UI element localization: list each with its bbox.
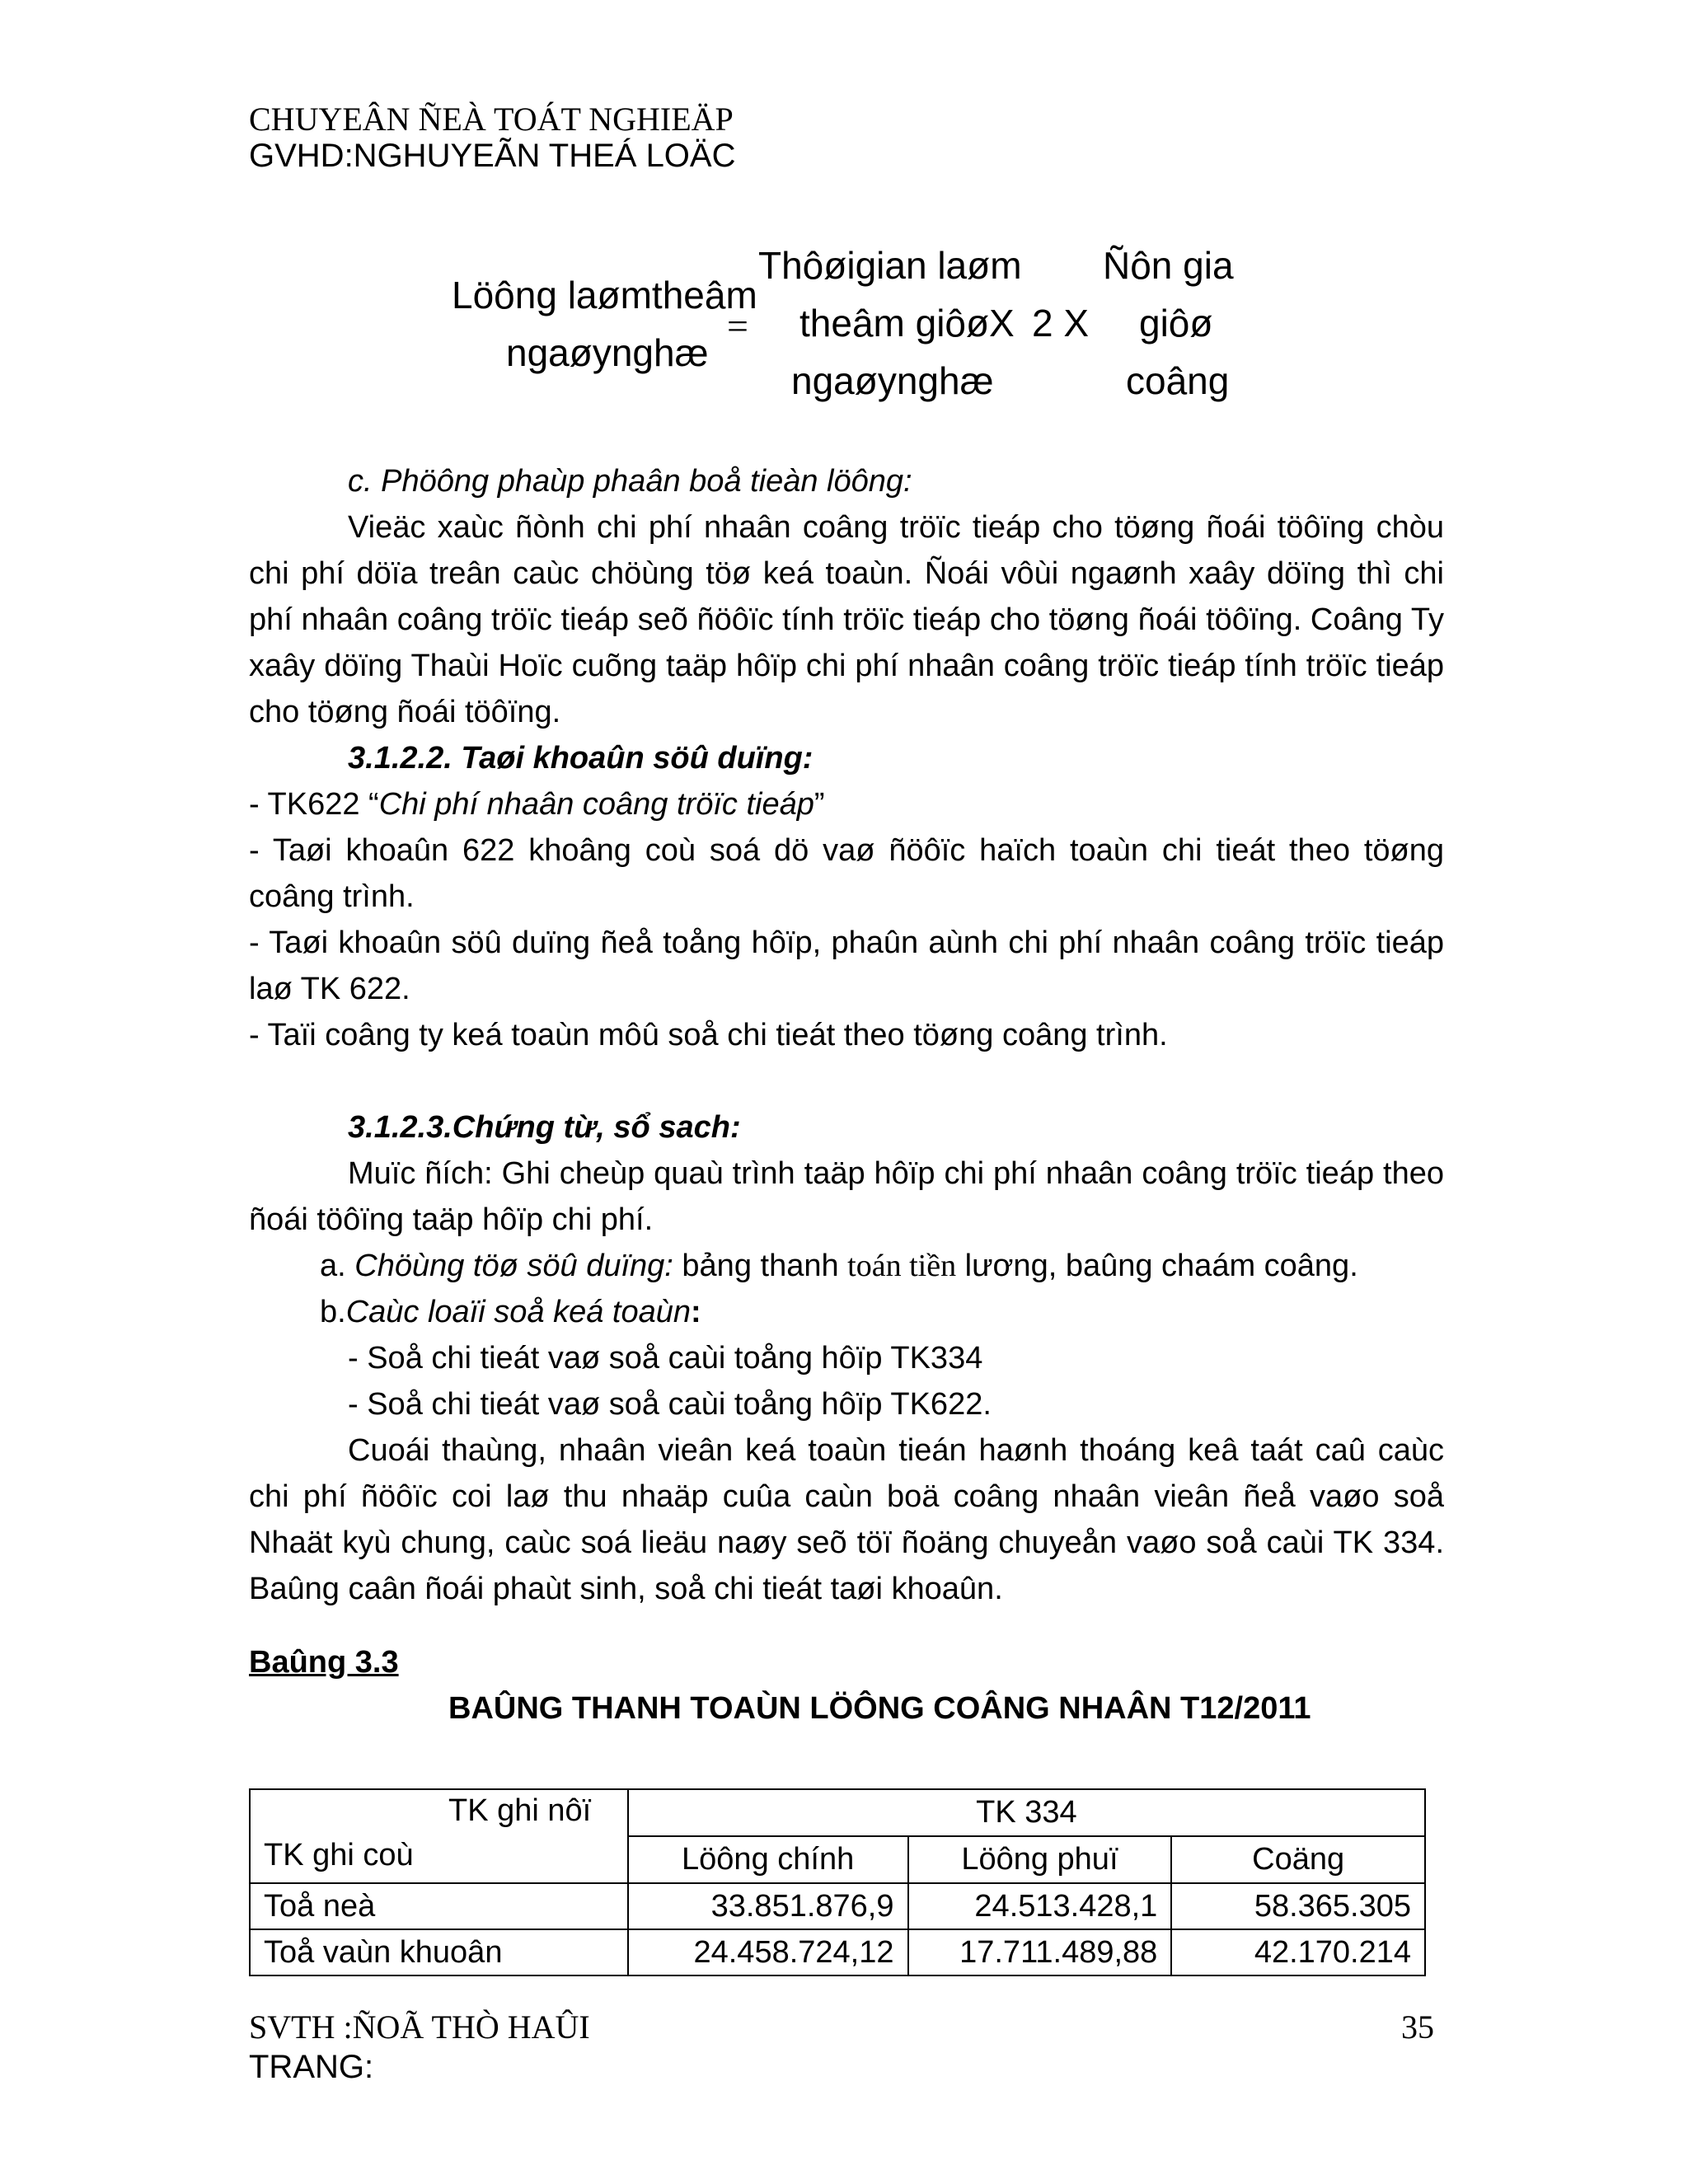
formula-lhs-line2: ngaøynghæ <box>506 331 709 374</box>
b-heading: Caùc loaïi soå keá toaùn <box>345 1295 691 1329</box>
row-label: Toå neà <box>250 1883 628 1929</box>
tk-ghi-no-label: TK ghi nôï <box>448 1793 592 1828</box>
a-text-serif: toán tiền <box>847 1249 957 1283</box>
formula-mid-line3: ngaøynghæ <box>791 359 994 402</box>
table-header-row-1 <box>250 1789 1425 1836</box>
a-text-1: bảng thanh <box>673 1249 848 1283</box>
tk-item-4: - Taïi coâng ty keá toaùn môû soå chi tieát theo töøng coâng trình. <box>249 1018 1168 1052</box>
section-3122-heading: 3.1.2.2. Taøi khoaûn söû duïng: <box>348 741 814 776</box>
footer-student: SVTH :ÑOÃ THÒ HAÛI <box>249 2008 590 2046</box>
table-row <box>250 1883 1425 1929</box>
b-colon: : <box>690 1295 701 1329</box>
table-label: Baûng 3.3 <box>249 1645 399 1680</box>
tk-ghi-co-label: TK ghi coù <box>264 1838 414 1872</box>
a-documents-line <box>249 1243 1444 1289</box>
muc-dich-paragraph: Muïc ñích: Ghi cheùp quaù trình taäp hôïp chi phí nhaân coâng tröïc tieáp theo ñoái töôïng taäp hôïp chi phí. <box>249 1156 1444 1237</box>
formula-factor: 2 X <box>1032 302 1090 344</box>
salary-table <box>249 1788 1426 1976</box>
table-cell: 17.711.489,88 <box>908 1929 1172 1975</box>
formula-equals: = <box>727 305 748 347</box>
b-item-1: - Soå chi tieát vaø soå caùi toång hôïp TK334 <box>348 1341 983 1376</box>
a-label: a. <box>320 1249 355 1283</box>
footer-trang: TRANG: <box>249 2049 374 2085</box>
a-text-2: lương, baûng chaám coâng. <box>956 1249 1358 1283</box>
b-item-2: - Soå chi tieát vaø soå caùi toång hôïp TK622. <box>348 1387 992 1422</box>
tk334-header: TK 334 <box>628 1789 1425 1836</box>
formula-mid-line2: theâm giôø <box>799 302 990 344</box>
column-header: Löông phuï <box>908 1836 1172 1883</box>
column-header: Coäng <box>1171 1836 1425 1883</box>
tk622-prefix: - TK622 “ <box>249 787 379 822</box>
table-cell: 33.851.876,9 <box>628 1883 908 1929</box>
document-body <box>249 458 1444 1612</box>
a-heading: Chöùng töø söû duïng: <box>354 1249 673 1283</box>
page-number: 35 <box>1401 2008 1434 2046</box>
table-title: BAÛNG THANH TOAÙN LÖÔNG COÂNG NHAÂN T12/2011 <box>448 1691 1311 1726</box>
formula-mid-line1: Thôøigian laøm <box>758 244 1022 287</box>
formula-rhs-line1: Ñôn gia <box>1103 244 1234 287</box>
tk-item-2: - Taøi khoaûn 622 khoâng coù soá dö vaø ñöôïc haïch toaùn chi tieát theo töøng coâng trình. <box>249 833 1444 914</box>
section-3123-heading: 3.1.2.3.Chứng từ, sổ sach: <box>348 1110 741 1145</box>
tk622-suffix: ” <box>814 787 825 822</box>
header-title <box>249 99 734 140</box>
b-books-line <box>249 1289 1444 1335</box>
b-label: b. <box>320 1295 346 1329</box>
formula-rhs-line2: giôø <box>1139 302 1213 344</box>
formula-lhs-line1: Löông laømtheâm <box>452 274 757 316</box>
tk622-item <box>249 781 1444 827</box>
table-corner-cell <box>250 1789 628 1883</box>
table-cell: 42.170.214 <box>1171 1929 1425 1975</box>
header-line1: CHUYEÂN ÑEÀ TOÁT NGHIEÄP <box>249 101 734 138</box>
table-row <box>250 1929 1425 1975</box>
section-c-heading: c. Phöông phaùp phaân boå tieàn löông: <box>348 464 912 499</box>
tk-item-3: - Taøi khoaûn söû duïng ñeå toång hôïp, phaûn aùnh chi phí nhaân coâng tröïc tieáp laø TK 622. <box>249 926 1444 1006</box>
table-cell: 24.513.428,1 <box>908 1883 1172 1929</box>
section-c-paragraph: Vieäc xaùc ñònh chi phí nhaân coâng tröïc tieáp cho töøng ñoái töôïng chòu chi phí döïa treân caùc chöùng töø keá toaùn. Ñoái vôùi ngaønh xaây döïng thì chi phí nhaân coâng tröïc tieáp seõ ñöôïc tính tröïc tieáp cho töøng ñoái töôïng. Coâng Ty xaây döïng Thaùi Hoïc cuõng taäp hôïp chi phí nhaân coâng tröïc tieáp tính tröïc tieáp cho töøng ñoái töôïng. <box>249 510 1444 729</box>
formula-rhs-line3: coâng <box>1126 359 1230 402</box>
table-cell: 24.458.724,12 <box>628 1929 908 1975</box>
formula-times: X <box>989 302 1015 344</box>
header-advisor: GVHD:NGHUYEÃN THEÁ LOÄC <box>249 138 736 174</box>
table-cell: 58.365.305 <box>1171 1883 1425 1929</box>
final-paragraph: Cuoái thaùng, nhaân vieân keá toaùn tieán haønh thoáng keâ taát caû caùc chi phí ñöôïc coi laø thu nhaäp cuûa caùn boä coâng nhaân vieân ñeå vaøo soå Nhaät kyù chung, caùc soá lieäu naøy seõ töï ñoäng chuyeån vaøo soå caùi TK 334. Baûng caân ñoái phaùt sinh, soå chi tieát taøi khoaûn. <box>249 1433 1444 1606</box>
tk622-name: Chi phí nhaân coâng tröïc tieáp <box>378 787 814 822</box>
column-header: Löông chính <box>628 1836 908 1883</box>
row-label: Toå vaùn khuoân <box>250 1929 628 1975</box>
